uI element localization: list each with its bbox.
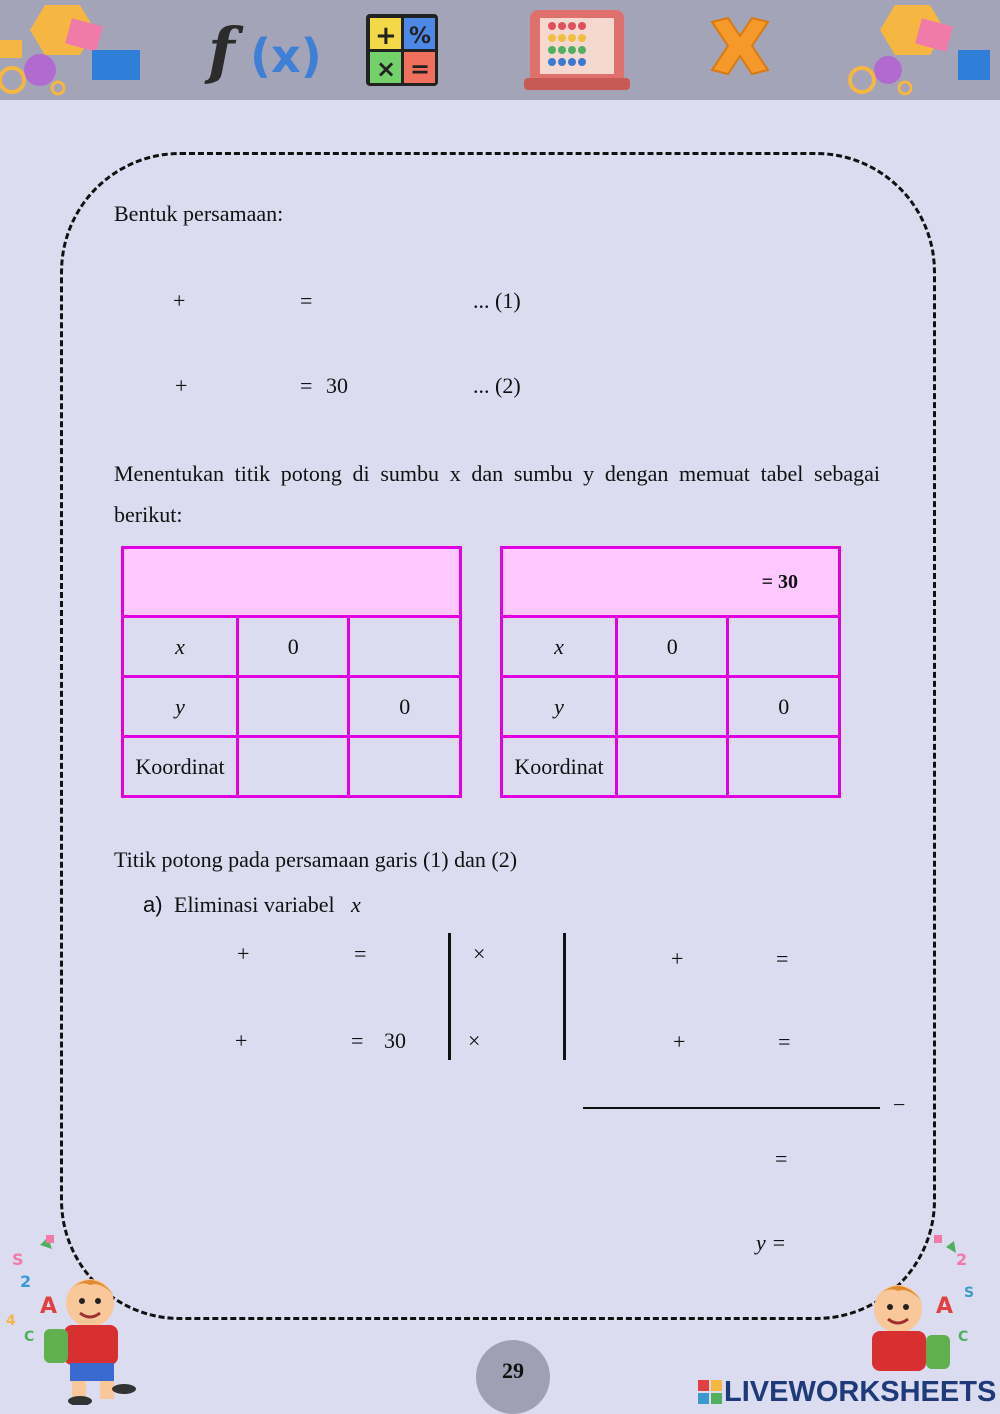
table1-x-label: x bbox=[123, 617, 238, 677]
table1-coord-blank-1[interactable] bbox=[237, 737, 349, 797]
header-banner bbox=[0, 0, 1000, 100]
table1-header bbox=[123, 548, 461, 617]
table2-y-label: y bbox=[502, 677, 617, 737]
kid-left-icon bbox=[0, 1225, 145, 1405]
eq2-tag: ... (2) bbox=[473, 373, 521, 398]
step-a-marker: a) bbox=[143, 892, 163, 917]
svg-text:S: S bbox=[12, 1250, 24, 1269]
eq2-rhs: 30 bbox=[326, 373, 348, 398]
function-icon bbox=[204, 14, 322, 87]
math-operators-icon bbox=[366, 14, 438, 86]
table2-x-label: x bbox=[502, 617, 617, 677]
table2-x-zero: 0 bbox=[616, 617, 728, 677]
liveworksheets-brand: LIVEWORKSHEETS bbox=[724, 1376, 997, 1408]
divider-line-1 bbox=[448, 933, 451, 1060]
elim-right-1-plus: + bbox=[671, 946, 684, 971]
table2-y-zero: 0 bbox=[728, 677, 840, 737]
table1-coord-label: Koordinat bbox=[123, 737, 238, 797]
minus-sign: − bbox=[893, 1092, 906, 1117]
kid-right-icon bbox=[848, 1225, 993, 1375]
eq1-tag: ... (1) bbox=[473, 288, 521, 313]
instruction-paragraph: Menentukan titik potong di sumbu x dan sumbu y dengan memuat tabel sebagai berikut: bbox=[114, 461, 880, 527]
geometry-shapes-icon bbox=[0, 5, 140, 94]
table2-coord-blank-1[interactable] bbox=[616, 737, 728, 797]
table2-y-blank[interactable] bbox=[616, 677, 728, 737]
eq2-equals: = bbox=[300, 373, 313, 398]
page-number: 29 bbox=[502, 1358, 524, 1383]
elim-left-1-equals: = bbox=[354, 941, 367, 966]
svg-text:×: × bbox=[376, 55, 397, 83]
eq2-plus: + bbox=[175, 373, 188, 398]
svg-text:A: A bbox=[40, 1294, 58, 1319]
step-a-variable: x bbox=[351, 892, 361, 917]
table1-coord-blank-2[interactable] bbox=[349, 737, 461, 797]
table2-coord-label: Koordinat bbox=[502, 737, 617, 797]
svg-text:(x): (x) bbox=[250, 29, 322, 83]
svg-text:4: 4 bbox=[6, 1313, 16, 1329]
svg-text:=: = bbox=[410, 55, 431, 83]
table1-y-zero: 0 bbox=[349, 677, 461, 737]
table1-y-blank[interactable] bbox=[237, 677, 349, 737]
elim-left-1-times: × bbox=[473, 941, 486, 966]
svg-text:S: S bbox=[964, 1285, 975, 1301]
elim-left-2-equals: = bbox=[351, 1028, 364, 1053]
abacus-icon bbox=[524, 10, 630, 90]
intercept-table-1 bbox=[121, 546, 462, 798]
table2-coord-blank-2[interactable] bbox=[728, 737, 840, 797]
intro-text: Bentuk persamaan: bbox=[114, 201, 284, 226]
eq1-plus: + bbox=[173, 288, 186, 313]
eq1-equals: = bbox=[300, 288, 313, 313]
liveworksheets-logo-icon bbox=[698, 1380, 722, 1404]
elim-right-2-equals: = bbox=[778, 1029, 791, 1054]
svg-text:+: + bbox=[375, 21, 397, 51]
elim-left-2-times: × bbox=[468, 1028, 481, 1053]
svg-text:C: C bbox=[24, 1329, 35, 1345]
geometry-shapes-right-icon bbox=[850, 5, 990, 94]
elim-left-2-plus: + bbox=[235, 1028, 248, 1053]
table2-x-blank[interactable] bbox=[728, 617, 840, 677]
svg-text:C: C bbox=[958, 1329, 969, 1345]
step-a-label: Eliminasi variabel bbox=[174, 892, 335, 917]
divider-line-2 bbox=[563, 933, 566, 1060]
table1-y-label: y bbox=[123, 677, 238, 737]
elim-right-1-equals: = bbox=[776, 946, 789, 971]
svg-text:A: A bbox=[936, 1294, 954, 1319]
svg-text:%: % bbox=[409, 24, 432, 49]
table2-header: = 30 bbox=[502, 548, 840, 617]
table1-x-zero: 0 bbox=[237, 617, 349, 677]
elim-left-2-rhs: 30 bbox=[384, 1028, 406, 1053]
header-decorations bbox=[0, 0, 1000, 100]
result-equals: = bbox=[775, 1146, 788, 1171]
svg-text:2: 2 bbox=[956, 1250, 968, 1269]
svg-text:2: 2 bbox=[20, 1272, 32, 1291]
svg-text:f: f bbox=[208, 14, 235, 87]
table1-x-blank[interactable] bbox=[349, 617, 461, 677]
intersection-title: Titik potong pada persamaan garis (1) dan (2) bbox=[114, 847, 518, 872]
subtraction-line bbox=[583, 1107, 880, 1109]
elim-right-2-plus: + bbox=[673, 1029, 686, 1054]
elim-left-1-plus: + bbox=[237, 941, 250, 966]
intercept-table-2 bbox=[500, 546, 841, 798]
multiply-icon bbox=[712, 18, 768, 74]
y-result-label: y = bbox=[756, 1230, 787, 1255]
